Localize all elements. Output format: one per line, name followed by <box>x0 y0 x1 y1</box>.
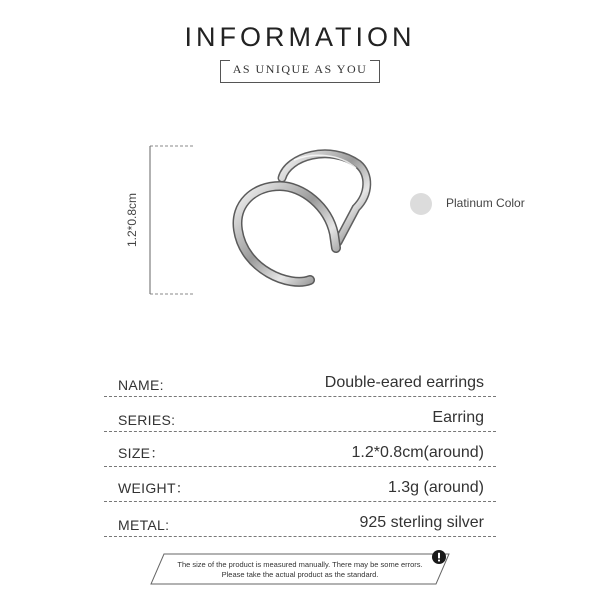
spec-row-metal <box>104 502 496 537</box>
spec-row-series <box>104 397 496 432</box>
spec-value: 1.2*0.8cm(around) <box>351 444 484 461</box>
spec-value: Earring <box>432 409 484 426</box>
spec-value: 925 sterling silver <box>359 514 484 531</box>
dimension-label: 1.2*0.8cm <box>125 192 139 248</box>
spec-row-name <box>104 362 496 397</box>
color-option-label: Platinum Color <box>446 196 525 210</box>
spec-table <box>104 362 496 537</box>
page-subtitle: AS UNIQUE AS YOU <box>232 62 368 76</box>
spec-key: SERIES: <box>118 412 176 428</box>
spec-key: SIZE： <box>118 445 165 461</box>
earring-cuff-image <box>210 130 390 310</box>
spec-key: METAL: <box>118 517 170 533</box>
spec-key: NAME: <box>118 377 164 393</box>
platinum-color-swatch[interactable] <box>410 193 432 215</box>
spec-row-weight <box>104 467 496 502</box>
exclamation-icon <box>432 550 446 564</box>
spec-value: 1.3g (around) <box>387 479 484 496</box>
spec-row-size <box>104 432 496 467</box>
page-title: INFORMATION <box>184 22 416 52</box>
spec-value: Double-eared earrings <box>324 374 484 391</box>
spec-key: WEIGHT： <box>118 480 191 496</box>
measurement-notice: The size of the product is measured manually. There may be some errors. Please take the actual product as the standard. <box>177 560 423 579</box>
